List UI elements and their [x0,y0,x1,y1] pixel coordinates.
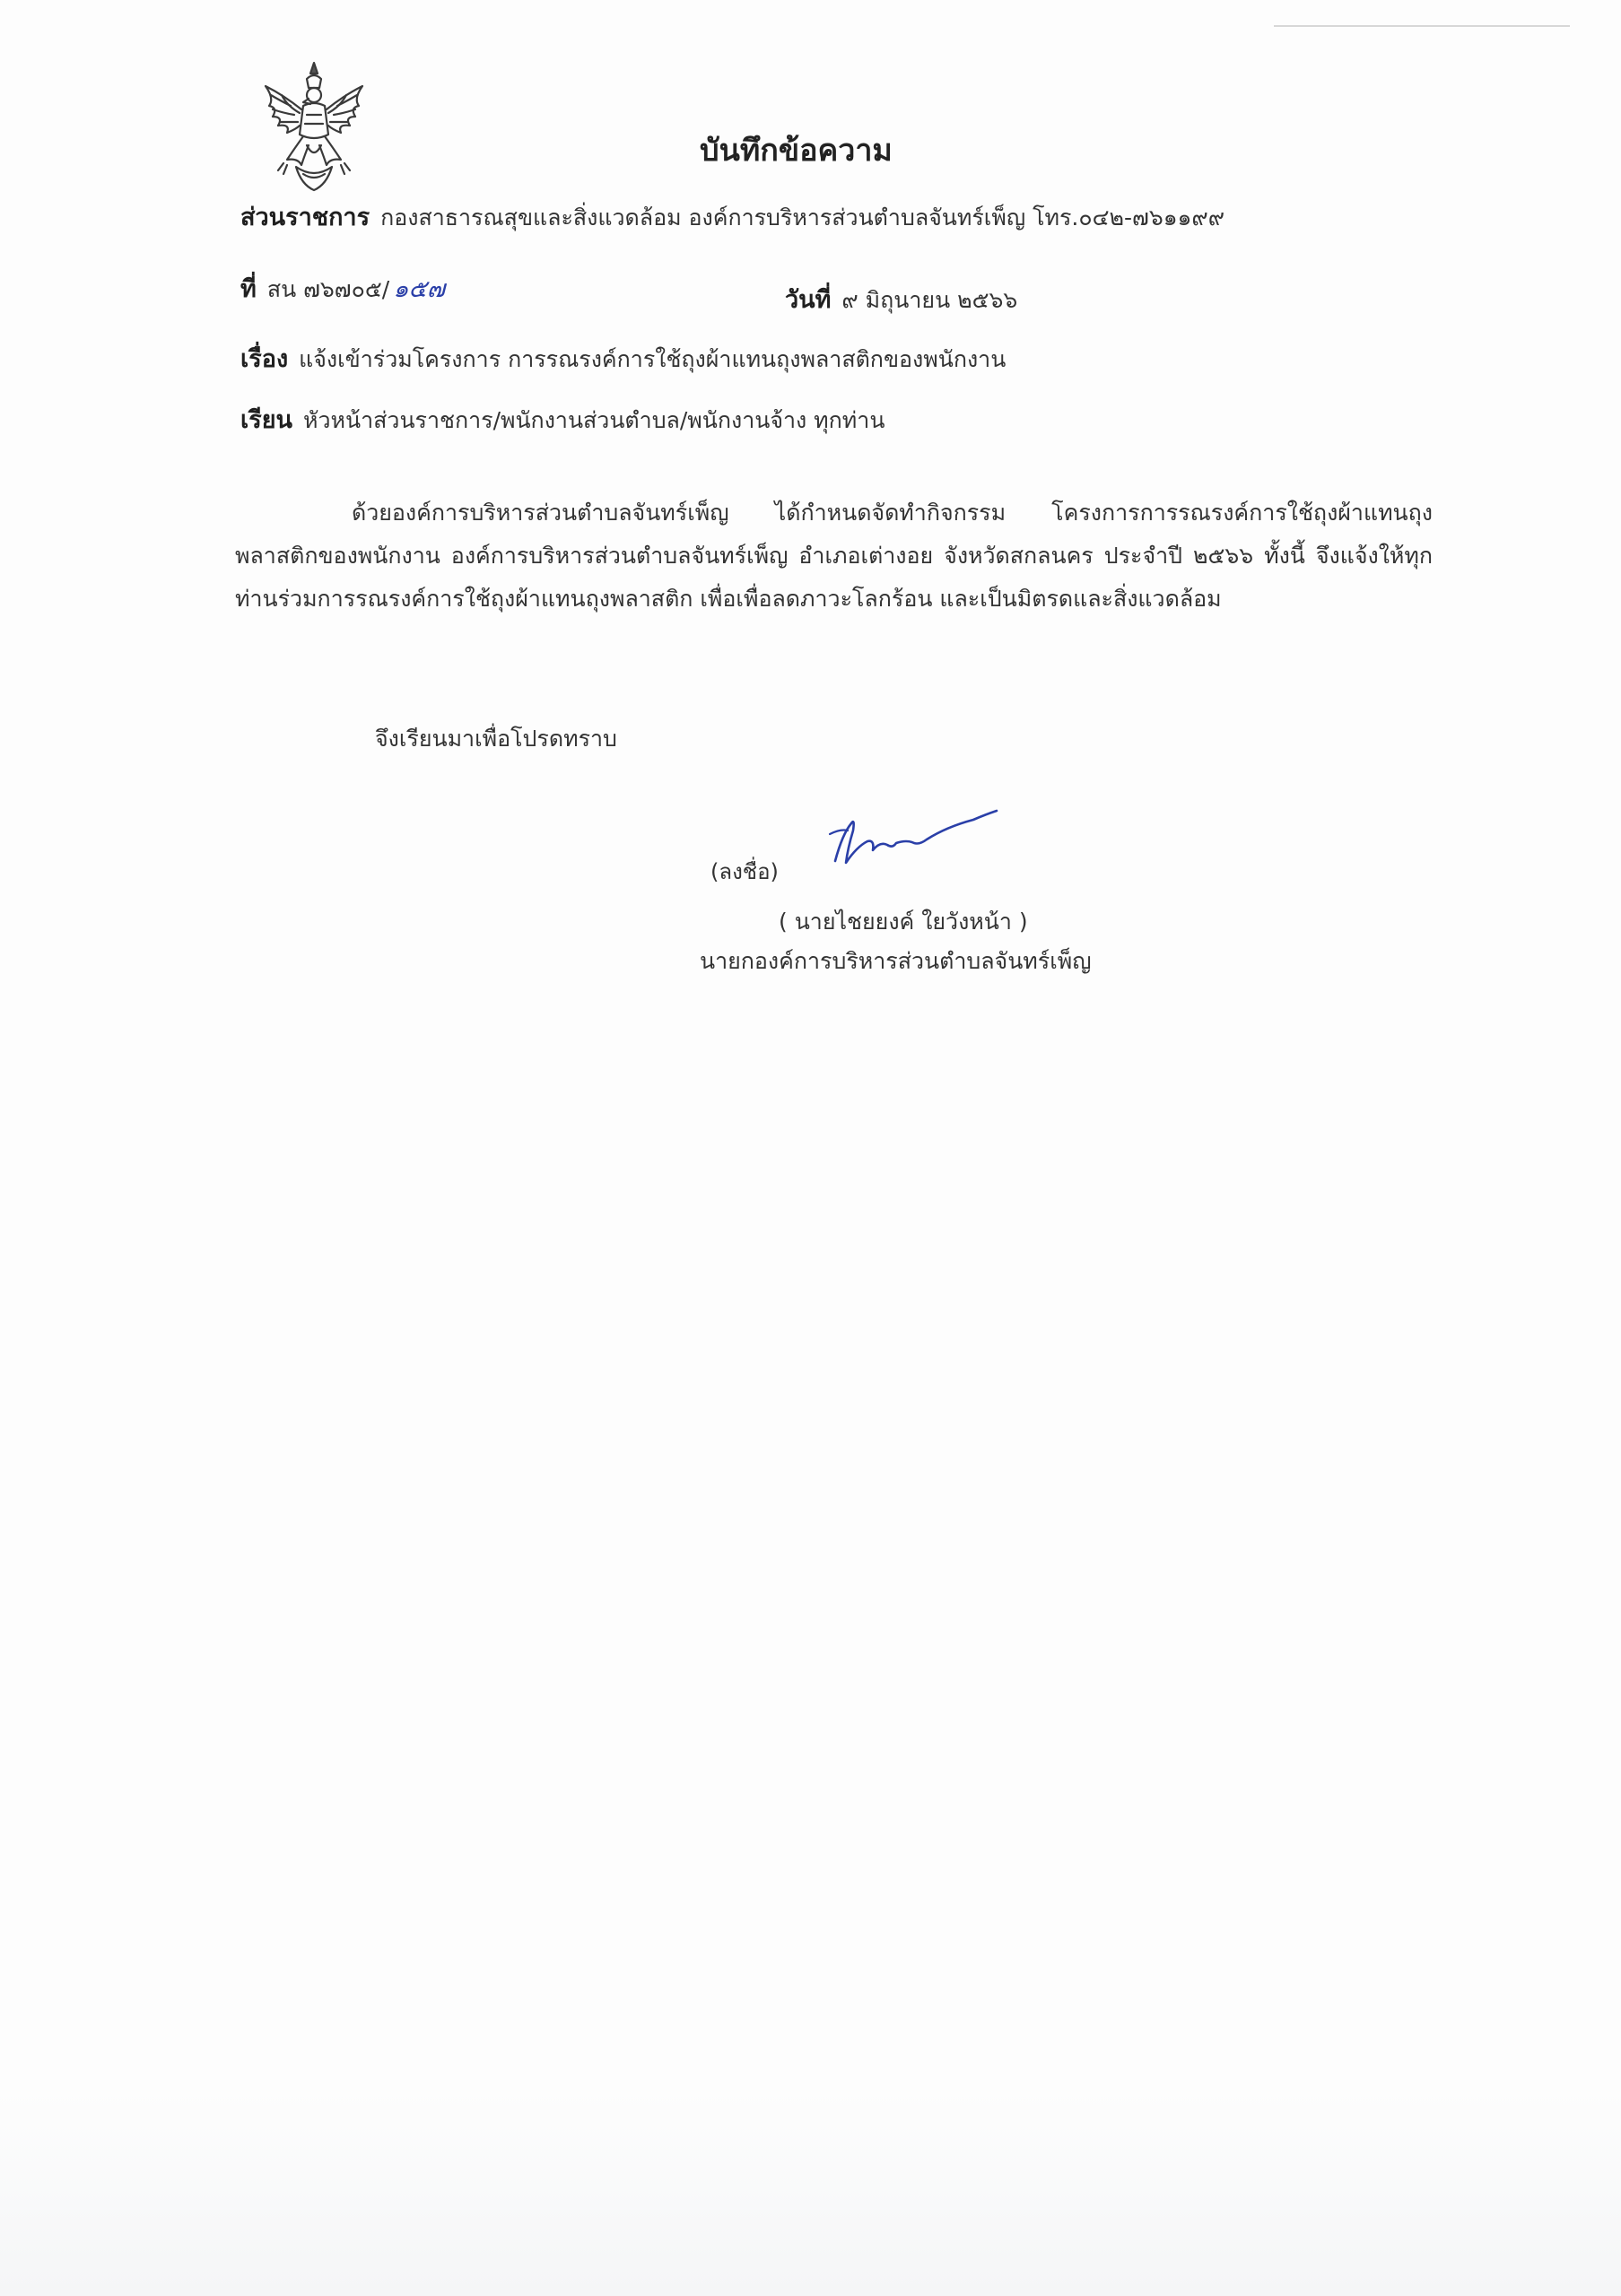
signer-name: ( นายไชยยงค์ ใยวังหน้า ) [779,909,1028,935]
recipient-label: เรียน [240,406,293,434]
date-value: ๙ มิถุนายน ๒๕๖๖ [841,287,1018,313]
subject-line [240,339,1006,378]
scan-artifact-line [1274,25,1570,27]
department-label: ส่วนราชการ [240,204,370,231]
date-label: วันที่ [785,286,832,314]
reference-line [240,269,445,308]
date-line [785,280,1017,318]
scan-bottom-shade [0,2090,1621,2296]
signer-position: นายกองค์การบริหารส่วนตำบลจันทร์เพ็ญ [700,948,1092,974]
handwritten-signature [821,798,1009,879]
department-value: กองสาธารณสุขและสิ่งแวดล้อม องค์การบริหารส่วนตำบลจันทร์เพ็ญ โทร.๐๔๒-๗๖๑๑๙๙ [380,204,1225,230]
recipient-value: หัวหน้าส่วนราชการ/พนักงานส่วนตำบล/พนักงานจ้าง ทุกท่าน [303,407,885,433]
signed-label: (ลงชื่อ) [710,859,779,884]
subject-label: เรื่อง [240,345,289,373]
department-line [240,197,1224,236]
closing-line: จึงเรียนมาเพื่อโปรดทราบ [375,726,617,752]
memo-body: ด้วยองค์การบริหารส่วนตำบลจันทร์เพ็ญ ได้กำหนดจัดทำกิจกรรม โครงการการรณรงค์การใช้ถุงผ้าแทนถุงพลาสติกของพนักงาน องค์การบริหารส่วนตำบลจันทร์เพ็ญ อำเภอเต่างอย จังหวัดสกลนคร ประจำปี ๒๕๖๖ ทั้งนี้ จึงแจ้งให้ทุกท่านร่วมการรณรงค์การใช้ถุงผ้าแทนถุงพลาสติก เพื่อเพื่อลดภาวะโลกร้อน และเป็นมิตรดและสิ่งแวดล้อม [235,500,1433,612]
recipient-line [240,400,885,439]
reference-handwritten-number: ๑๕๗ [393,275,446,303]
garuda-emblem-icon [251,59,377,194]
subject-value: แจ้งเข้าร่วมโครงการ การรณรงค์การใช้ถุงผ้าแทนถุงพลาสติกของพนักงาน [299,346,1007,372]
memo-title: บันทึกข้อความ [700,133,893,169]
reference-value: สน ๗๖๗๐๕/ [266,276,390,302]
reference-label: ที่ [240,275,257,303]
